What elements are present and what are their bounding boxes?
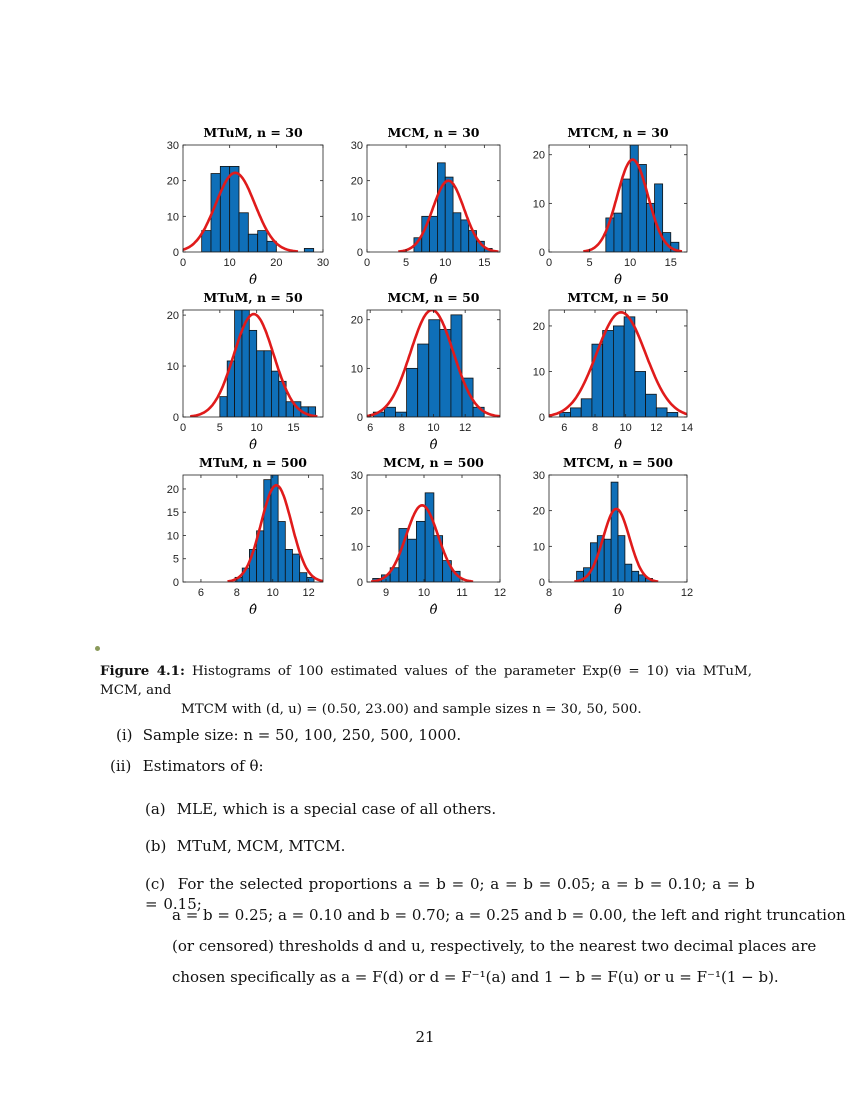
histogram-panel	[533, 125, 687, 288]
histogram-panel	[351, 455, 506, 618]
x-axis-label: θ̂	[249, 438, 257, 453]
list-marker: (b)	[145, 837, 167, 855]
plot-area	[190, 310, 317, 417]
histogram-bar	[249, 330, 256, 417]
histogram-bar	[235, 310, 242, 417]
y-tick-label: 10	[350, 363, 363, 376]
histogram-bar	[248, 234, 257, 252]
y-tick-label: 20	[532, 505, 545, 518]
histogram-bar	[429, 320, 440, 417]
panel-title: MTuM, n = 50	[203, 290, 303, 305]
list-marker: (c)	[145, 875, 166, 893]
y-tick-label: 30	[532, 470, 545, 482]
y-tick-label: 20	[532, 320, 545, 333]
x-tick-label: 10	[611, 587, 625, 599]
histogram-bar	[384, 407, 395, 417]
list-item-a	[145, 799, 496, 819]
x-tick-label: 12	[680, 587, 694, 599]
x-tick-label: 6	[367, 422, 374, 434]
panel-title: MCM, n = 50	[387, 290, 480, 305]
list-item-c-cont-1	[172, 905, 846, 925]
y-tick-label: 0	[172, 247, 179, 259]
list-item-c-cont-3	[172, 967, 779, 987]
panel-title: MTCM, n = 50	[567, 290, 669, 305]
x-tick-label: 9	[382, 587, 390, 599]
x-tick-label: 14	[680, 422, 694, 434]
plot-area	[583, 145, 682, 252]
x-axis-label: θ̂	[614, 273, 622, 288]
plot-area	[228, 475, 326, 582]
y-tick-label: 30	[350, 140, 363, 152]
histogram-bar	[625, 564, 632, 582]
x-tick-label: 15	[664, 257, 677, 269]
list-item-text: a = b = 0.25; a = 0.10 and b = 0.70; a = 0.25 and b = 0.00, the left and right truncation	[172, 906, 846, 924]
y-tick-label: 0	[538, 247, 545, 259]
histogram-bar	[408, 539, 417, 582]
y-tick-label: 10	[166, 361, 179, 374]
x-axis-label: θ̂	[614, 438, 622, 453]
x-tick-label: 10	[624, 257, 637, 269]
histogram-bar	[570, 408, 581, 417]
histogram-panel	[167, 125, 329, 288]
page-number: 21	[415, 1028, 435, 1046]
histogram-bar	[285, 549, 292, 582]
histogram-bar	[632, 571, 639, 582]
panel-title: MTuM, n = 500	[199, 455, 307, 470]
x-tick-label: 10	[250, 422, 263, 434]
x-axis-label: θ̂	[429, 273, 438, 288]
list-item-text: Estimators of θ:	[142, 757, 264, 775]
histogram-bar	[613, 326, 624, 417]
y-tick-label: 0	[356, 412, 363, 424]
x-tick-label: 5	[403, 257, 410, 269]
panel-title: MTuM, n = 30	[203, 125, 303, 140]
y-tick-label: 10	[166, 530, 179, 543]
y-tick-label: 30	[166, 140, 179, 152]
histogram-bar	[416, 521, 425, 582]
caption-line-1: Histograms of 100 estimated values of the parameter Exp(θ = 10) via MTuM, MCM, and	[100, 664, 752, 698]
histogram-bar	[437, 163, 445, 252]
plot-area	[364, 310, 501, 417]
x-tick-label: 12	[493, 587, 507, 599]
histogram-bar	[581, 399, 592, 417]
histogram-bar	[278, 522, 285, 582]
list-marker: (a)	[145, 800, 166, 818]
histogram-bar	[239, 213, 248, 252]
y-tick-label: 20	[350, 314, 363, 327]
x-tick-label: 12	[459, 422, 472, 434]
x-tick-label: 0	[363, 257, 371, 269]
y-tick-label: 10	[532, 366, 545, 379]
caption-line-2: MTCM with (d, u) = (0.50, 23.00) and sample sizes n = 30, 50, 500.	[181, 702, 642, 717]
histogram-bar	[618, 536, 625, 582]
histogram-bar	[396, 412, 407, 417]
y-tick-label: 20	[166, 175, 179, 188]
histogram-panel	[167, 455, 325, 618]
x-tick-label: 8	[545, 587, 553, 599]
histogram-panel	[351, 290, 501, 453]
x-tick-label: 15	[287, 422, 300, 434]
panel-title: MTCM, n = 500	[563, 455, 673, 470]
histogram-bar	[646, 394, 657, 417]
x-tick-label: 8	[591, 422, 599, 434]
histogram-bar	[230, 166, 239, 252]
x-axis-label: θ̂	[429, 438, 438, 453]
histogram-panel	[351, 125, 500, 288]
plot-area	[543, 312, 700, 417]
histogram-bar	[407, 368, 418, 417]
list-item-text: MLE, which is a special case of all others.	[176, 800, 497, 818]
x-tick-label: 5	[216, 422, 223, 434]
y-tick-label: 10	[532, 198, 545, 211]
histogram-bar	[430, 216, 438, 252]
list-item-text: MTuM, MCM, MTCM.	[176, 837, 346, 855]
histogram-bar	[286, 402, 293, 417]
x-tick-label: 6	[197, 587, 205, 599]
list-item-text: Sample size: n = 50, 100, 250, 500, 1000.	[142, 726, 462, 744]
histogram-bar	[624, 317, 635, 417]
y-tick-label: 20	[532, 149, 545, 162]
list-item-ii	[110, 756, 264, 776]
x-tick-label: 10	[427, 422, 440, 434]
x-tick-label: 20	[270, 257, 283, 269]
bullet-marker	[95, 646, 100, 651]
list-marker: (i)	[116, 726, 133, 744]
histogram-bar	[592, 344, 603, 417]
histogram-bar	[622, 179, 630, 252]
y-tick-label: 30	[350, 470, 363, 482]
plot-area	[574, 482, 658, 582]
y-tick-label: 0	[356, 577, 363, 589]
x-tick-label: 12	[302, 587, 315, 599]
list-item-i	[116, 725, 461, 745]
panel-title: MTCM, n = 30	[567, 125, 669, 140]
y-tick-label: 0	[172, 412, 179, 424]
y-tick-label: 5	[172, 553, 179, 566]
figure-caption	[100, 662, 752, 719]
histogram-bar	[611, 482, 618, 582]
y-tick-label: 10	[350, 541, 363, 554]
x-tick-label: 30	[316, 257, 330, 269]
x-tick-label: 10	[439, 257, 452, 269]
y-tick-label: 20	[166, 310, 179, 323]
histogram-bar	[604, 539, 611, 582]
histogram-bar	[445, 177, 453, 252]
list-item-text: For the selected proportions a = b = 0; a = b = 0.05; a = b = 0.10; a = b = 0.15;	[145, 875, 755, 913]
plot-area	[371, 493, 473, 582]
histogram-bar	[292, 554, 299, 582]
list-item-text: (or censored) thresholds d and u, respectively, to the nearest two decimal places are	[172, 937, 817, 955]
histogram-panel	[167, 290, 323, 453]
histogram-bar	[656, 408, 667, 417]
x-tick-label: 10	[223, 257, 236, 269]
x-axis-label: θ̂	[249, 273, 257, 288]
y-tick-label: 10	[532, 541, 545, 554]
x-tick-label: 11	[456, 587, 468, 599]
histogram-bar	[220, 397, 227, 417]
histogram-bar	[453, 213, 461, 252]
histogram-bar	[418, 344, 429, 417]
y-tick-label: 15	[166, 507, 179, 520]
panel-title: MCM, n = 30	[387, 125, 480, 140]
x-axis-label: θ̂	[249, 603, 257, 618]
x-tick-label: 0	[179, 422, 187, 434]
y-tick-label: 20	[166, 483, 179, 496]
x-tick-label: 8	[233, 587, 240, 599]
plot-area	[173, 166, 314, 252]
x-tick-label: 10	[619, 422, 632, 434]
list-item-b	[145, 836, 345, 856]
histogram-bar	[461, 220, 469, 252]
x-tick-label: 0	[545, 257, 553, 269]
y-tick-label: 0	[356, 247, 363, 259]
y-tick-label: 20	[350, 175, 363, 188]
y-tick-label: 0	[538, 412, 545, 424]
histogram-bar	[451, 315, 462, 417]
histogram-bar	[635, 371, 646, 417]
histogram-bar	[560, 412, 571, 417]
x-tick-label: 15	[478, 257, 491, 269]
list-item-text: chosen specifically as a = F(d) or d = F⁻¹(a) and 1 − b = F(u) or u = F⁻¹(1 − b).	[172, 968, 779, 986]
x-axis-label: θ̂	[429, 603, 438, 618]
histogram-bar	[603, 330, 614, 417]
list-marker: (ii)	[110, 757, 132, 775]
list-item-c-cont-2	[172, 936, 816, 956]
x-tick-label: 12	[650, 422, 663, 434]
histogram-bar	[258, 231, 267, 252]
histogram-bar	[257, 351, 264, 417]
histogram-bar	[300, 573, 307, 582]
caption-label: Figure 4.1:	[100, 663, 185, 679]
histogram-bar	[271, 371, 278, 417]
histogram-panel	[533, 455, 693, 618]
y-tick-label: 10	[166, 211, 179, 224]
x-tick-label: 8	[398, 422, 405, 434]
x-tick-label: 10	[417, 587, 431, 599]
y-tick-label: 10	[350, 211, 363, 224]
y-tick-label: 20	[350, 505, 363, 518]
histogram-bar	[264, 351, 271, 417]
panel-title: MCM, n = 500	[383, 455, 484, 470]
histogram-bar	[614, 213, 622, 252]
x-tick-label: 10	[266, 587, 279, 599]
histogram-bar	[304, 248, 313, 252]
x-tick-label: 0	[179, 257, 187, 269]
plot-area	[398, 163, 498, 252]
y-tick-label: 0	[172, 577, 179, 589]
histogram-bar	[667, 412, 678, 417]
x-tick-label: 6	[561, 422, 568, 434]
y-tick-label: 0	[538, 577, 545, 589]
x-tick-label: 5	[586, 257, 593, 269]
x-axis-label: θ̂	[614, 603, 622, 618]
histogram-panel	[533, 290, 700, 453]
